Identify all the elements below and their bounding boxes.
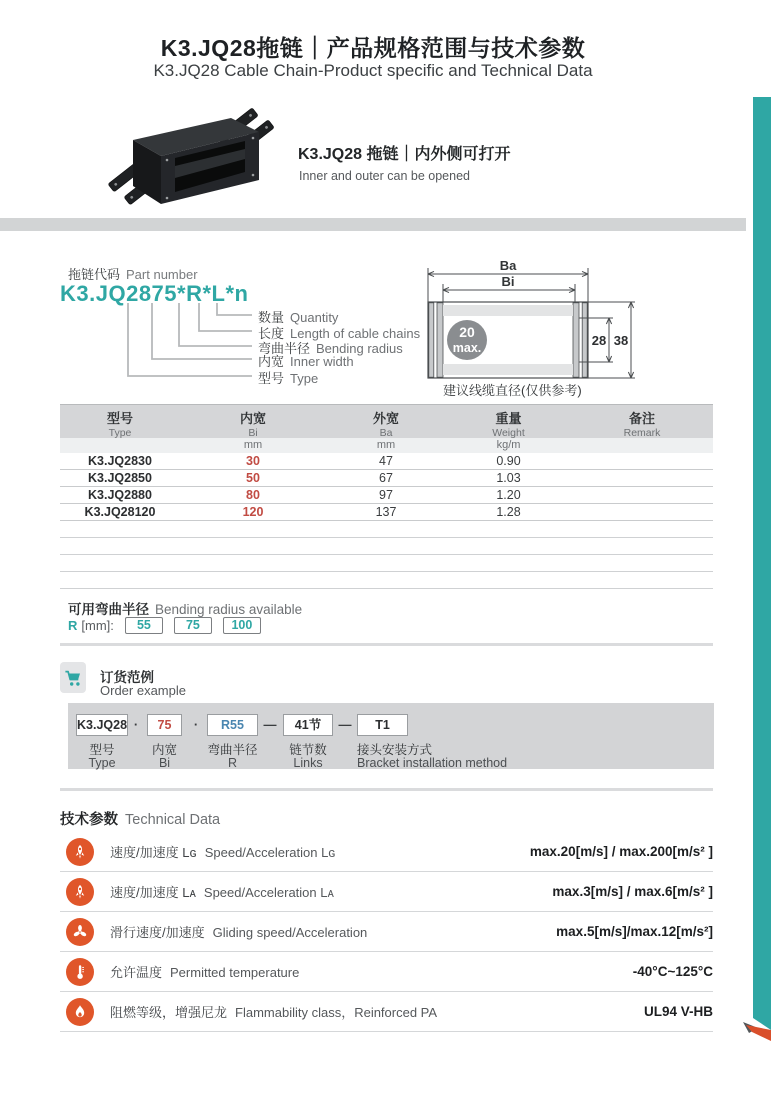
- col-weight-cn: 重量: [495, 411, 522, 426]
- table-empty-row: [60, 538, 713, 555]
- row-ba: 47: [379, 454, 393, 468]
- table-row: [60, 487, 713, 504]
- diagram-caption: 建议线缆直径(仅供参考): [443, 383, 582, 398]
- cable-max-value: 20: [459, 324, 475, 340]
- order-label-links-en: Links: [293, 756, 323, 770]
- tech-row-speed-la: [60, 872, 713, 912]
- order-separator-dot: ·: [133, 717, 139, 732]
- unit-weight: kg/m: [496, 439, 521, 451]
- bending-radius-title-en: Bending radius available: [155, 602, 303, 617]
- order-part-links: 41节: [283, 714, 333, 736]
- callout-length-en: Length of cable chains: [290, 326, 421, 341]
- part-number-callout-lines: [60, 298, 260, 388]
- page-subtitle: K3.JQ28 Cable Chain-Product specific and Technical Data: [153, 61, 593, 80]
- order-separator-dash: —: [338, 717, 352, 732]
- section-band: [0, 218, 746, 231]
- tech-label: 允许温度 Permitted temperature: [110, 965, 300, 980]
- row-ba: 97: [379, 488, 393, 502]
- cross-section-diagram: [423, 256, 668, 401]
- col-ba: [326, 405, 446, 438]
- tech-label: 阻燃等级，增强尼龙 Flammability class，Reinforced PA: [110, 1005, 438, 1020]
- table-empty-row: [60, 521, 713, 538]
- dim-bi-label: Bi: [501, 274, 515, 289]
- radius-option-75: 75: [174, 617, 212, 634]
- row-weight: 1.20: [496, 488, 521, 502]
- rocket-icon: [66, 838, 94, 866]
- order-label-radius-en: R: [227, 756, 238, 770]
- tech-label: 滑行速度/加速度 Gliding speed/Acceleration: [110, 925, 368, 940]
- order-separator-dash: —: [263, 717, 277, 732]
- rocket-icon: [66, 878, 94, 906]
- order-example-title-en: Order example: [100, 683, 186, 698]
- table-row: [60, 453, 713, 470]
- part-number-label-en: Part number: [126, 267, 198, 282]
- tech-row-speed-lg: [60, 832, 713, 872]
- callout-bending-radius-cn: 弯曲半径: [258, 341, 311, 356]
- callout-quantity-en: Quantity: [290, 310, 339, 325]
- order-label-bracket-cn: 接头安装方式: [357, 743, 433, 757]
- col-weight-en: Weight: [492, 427, 525, 439]
- order-part-bracket: T1: [357, 714, 408, 736]
- flame-icon: [66, 998, 94, 1026]
- bending-radius-r: R: [68, 618, 78, 633]
- tech-value: -40°C~125°C: [632, 964, 713, 979]
- row-weight: 0.90: [496, 454, 521, 468]
- tech-value: max.20[m/s] / max.200[m/s² ]: [529, 844, 713, 859]
- row-type: K3.JQ2850: [88, 471, 152, 485]
- order-label-links-cn: 链节数: [289, 743, 327, 757]
- col-bi-cn: 内宽: [239, 411, 266, 426]
- row-ba: 67: [379, 471, 393, 485]
- row-bi: 120: [242, 505, 264, 519]
- part-number-label-cn: 拖链代码: [68, 267, 121, 282]
- order-label-bi-en: Bi: [158, 756, 171, 770]
- callout-type-cn: 型号: [258, 371, 285, 386]
- technical-title: [60, 808, 220, 829]
- unit-ba: mm: [376, 439, 396, 451]
- col-ba-en: Ba: [379, 427, 393, 439]
- tech-row-temperature: [60, 952, 713, 992]
- col-remark-cn: 备注: [628, 411, 655, 426]
- callout-bending-radius-en: Bending radius: [316, 341, 403, 356]
- bending-radius-title: [68, 598, 302, 618]
- product-title: K3.JQ28 拖链｜内外侧可打开: [298, 146, 511, 163]
- callout-inner-width-cn: 内宽: [258, 354, 285, 369]
- technical-title-cn: 技术参数: [60, 812, 118, 828]
- cart-icon-badge: [60, 662, 86, 693]
- callout-type-en: Type: [290, 371, 319, 386]
- spec-table: [60, 404, 713, 589]
- product-image: [103, 100, 308, 218]
- technical-title-en: Technical Data: [125, 812, 221, 828]
- dim-28-label: 28: [591, 333, 607, 348]
- thermometer-icon: [66, 958, 94, 986]
- radius-option-55: 55: [125, 617, 163, 634]
- table-empty-row: [60, 572, 713, 589]
- part-number-code: K3.JQ2875*R*L*n: [60, 281, 249, 306]
- row-weight: 1.03: [496, 471, 521, 485]
- order-label-type-cn: 型号: [89, 743, 115, 757]
- callout-type: [258, 368, 318, 387]
- technical-rows: [60, 832, 713, 1032]
- section-divider: [60, 788, 713, 791]
- col-type-cn: 型号: [106, 411, 133, 426]
- tech-value: UL94 V-HB: [643, 1004, 713, 1019]
- tech-row-gliding: [60, 912, 713, 952]
- tech-value: max.5[m/s]/max.12[m/s²]: [556, 924, 713, 939]
- order-part-bi: 75: [147, 714, 182, 736]
- row-ba: 137: [375, 505, 397, 519]
- col-bi: [180, 405, 326, 438]
- spec-table-units-row: [60, 438, 713, 453]
- tech-value: max.3[m/s] / max.6[m/s² ]: [552, 884, 713, 899]
- row-weight: 1.28: [496, 505, 521, 519]
- unit-type: [60, 438, 180, 453]
- order-example-title-cn: 订货范例: [100, 670, 154, 685]
- table-empty-row: [60, 555, 713, 572]
- row-bi: 30: [246, 454, 260, 468]
- col-ba-cn: 外宽: [372, 411, 399, 426]
- order-label-type-en: Type: [88, 756, 116, 770]
- callout-length-cn: 长度: [258, 326, 285, 341]
- tech-row-flammability: [60, 992, 713, 1032]
- bending-radius-unit: [mm]:: [81, 618, 114, 633]
- col-type: [60, 405, 180, 438]
- cable-max-unit: max.: [452, 341, 482, 355]
- section-divider: [60, 643, 713, 646]
- bending-radius-values: [68, 617, 261, 634]
- col-weight: [446, 405, 571, 438]
- order-example-panel: [68, 703, 714, 769]
- cart-icon: [63, 668, 83, 688]
- radius-option-100: 100: [223, 617, 261, 634]
- side-ribbon: [740, 95, 771, 1055]
- order-label-bracket-en: Bracket installation method: [357, 756, 508, 770]
- unit-remark: [571, 438, 713, 453]
- order-label-radius-cn: 弯曲半径: [207, 743, 258, 757]
- tech-label: 速度/加速度 Lɢ Speed/Acceleration Lɢ: [110, 845, 336, 860]
- callout-inner-width-en: Inner width: [290, 354, 354, 369]
- row-type: K3.JQ28120: [84, 505, 156, 519]
- col-type-en: Type: [108, 427, 132, 439]
- row-type: K3.JQ2830: [88, 454, 152, 468]
- order-label-bi-cn: 内宽: [151, 743, 177, 757]
- order-part-type: K3.JQ28: [76, 714, 128, 736]
- order-part-radius: R55: [207, 714, 258, 736]
- row-bi: 80: [246, 488, 260, 502]
- col-remark-en: Remark: [623, 427, 661, 439]
- callout-quantity-cn: 数量: [258, 310, 285, 325]
- spec-table-header: [60, 405, 713, 438]
- row-type: K3.JQ2880: [88, 488, 152, 502]
- col-bi-en: Bi: [248, 427, 258, 439]
- table-row: [60, 504, 713, 521]
- col-remark: [571, 405, 713, 438]
- bending-radius-title-cn: 可用弯曲半径: [68, 602, 149, 617]
- dim-ba-label: Ba: [499, 258, 517, 273]
- fan-icon: [66, 918, 94, 946]
- table-row: [60, 470, 713, 487]
- row-bi: 50: [246, 471, 260, 485]
- order-separator-dot: ·: [193, 717, 199, 732]
- product-subtitle: Inner and outer can be opened: [299, 169, 470, 183]
- dim-38-label: 38: [613, 333, 629, 348]
- page-title: K3.JQ28拖链｜产品规格范围与技术参数: [160, 35, 586, 61]
- unit-bi: mm: [243, 439, 263, 451]
- tech-label: 速度/加速度 Lᴀ Speed/Acceleration Lᴀ: [110, 885, 334, 900]
